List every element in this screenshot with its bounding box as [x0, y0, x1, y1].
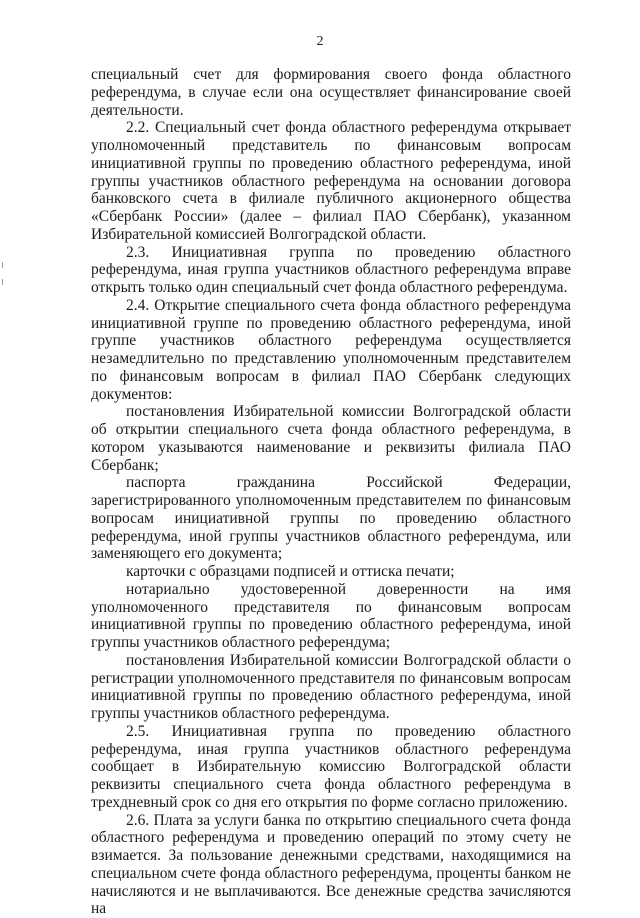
margin-mark [2, 262, 3, 268]
list-item-power-of-attorney: нотариально удостоверенной доверенности на имя уполномоченного представителя по финансовым вопросам инициативной группы по проведению областного референдума, иной группы участников областного референдума; [91, 581, 571, 652]
document-body [91, 66, 571, 918]
paragraph-continuation: специальный счет для формирования своего фонда областного референдума, в случае если она осуществляет финансирование своей деятельности. [91, 66, 571, 119]
paragraph-2-4: 2.4. Открытие специального счета фонда областного референдума инициативной группе по проведению областного референдума, иной группе участников областного референдума осуществляется незамедлительно по представлению уполномоченным представителем по финансовым вопросам в филиал ПАО Сбербанк следующих документов: [91, 297, 571, 404]
page-number: 2 [0, 34, 640, 50]
paragraph-2-3: 2.3. Инициативная группа по проведению областного референдума, иная группа участников областного референдума вправе открыть только один специальный счет фонда областного референдума. [91, 244, 571, 297]
list-item-signature-card: карточки с образцами подписей и оттиска печати; [91, 563, 571, 581]
list-item-resolution-account: постановления Избирательной комиссии Волгоградской области об открытии специального счета фонда областного референдума, в котором указываются наименование и реквизиты филиала ПАО Сбербанк; [91, 403, 571, 474]
paragraph-2-2: 2.2. Специальный счет фонда областного референдума открывает уполномоченный представитель по финансовым вопросам инициативной группы по проведению областного референдума, иной группы участников областного референдума на основании договора банковского счета в филиале публичного акционерного общества «Сбербанк России» (далее – филиал ПАО Сбербанк), указанном Избирательной комиссией Волгоградской области. [91, 119, 571, 243]
margin-mark [2, 279, 3, 285]
paragraph-2-6: 2.6. Плата за услуги банка по открытию специального счета фонда областного референдума и проведению операций по этому счету не взимается. За пользование денежными средствами, находящимися на специальном счете фонда областного референдума, проценты банком не начисляются и не выплачиваются. Все денежные средства зачисляются на [91, 812, 571, 918]
list-item-resolution-registration: постановления Избирательной комиссии Волгоградской области о регистрации уполномоченного представителя по финансовым вопросам инициативной группы по проведению областного референдума, иной группы участников областного референдума. [91, 652, 571, 723]
paragraph-2-5: 2.5. Инициативная группа по проведению областного референдума, иная группа участников областного референдума сообщает в Избирательную комиссию Волгоградской области реквизиты специального счета фонда областного референдума в трехдневный срок со дня его открытия по форме согласно приложению. [91, 723, 571, 812]
list-item-passport: паспорта гражданина Российской Федерации, зарегистрированного уполномоченным представителем по финансовым вопросам инициативной группы по проведению областного референдума, иной группы участников областного референдума, или заменяющего его документа; [91, 474, 571, 563]
